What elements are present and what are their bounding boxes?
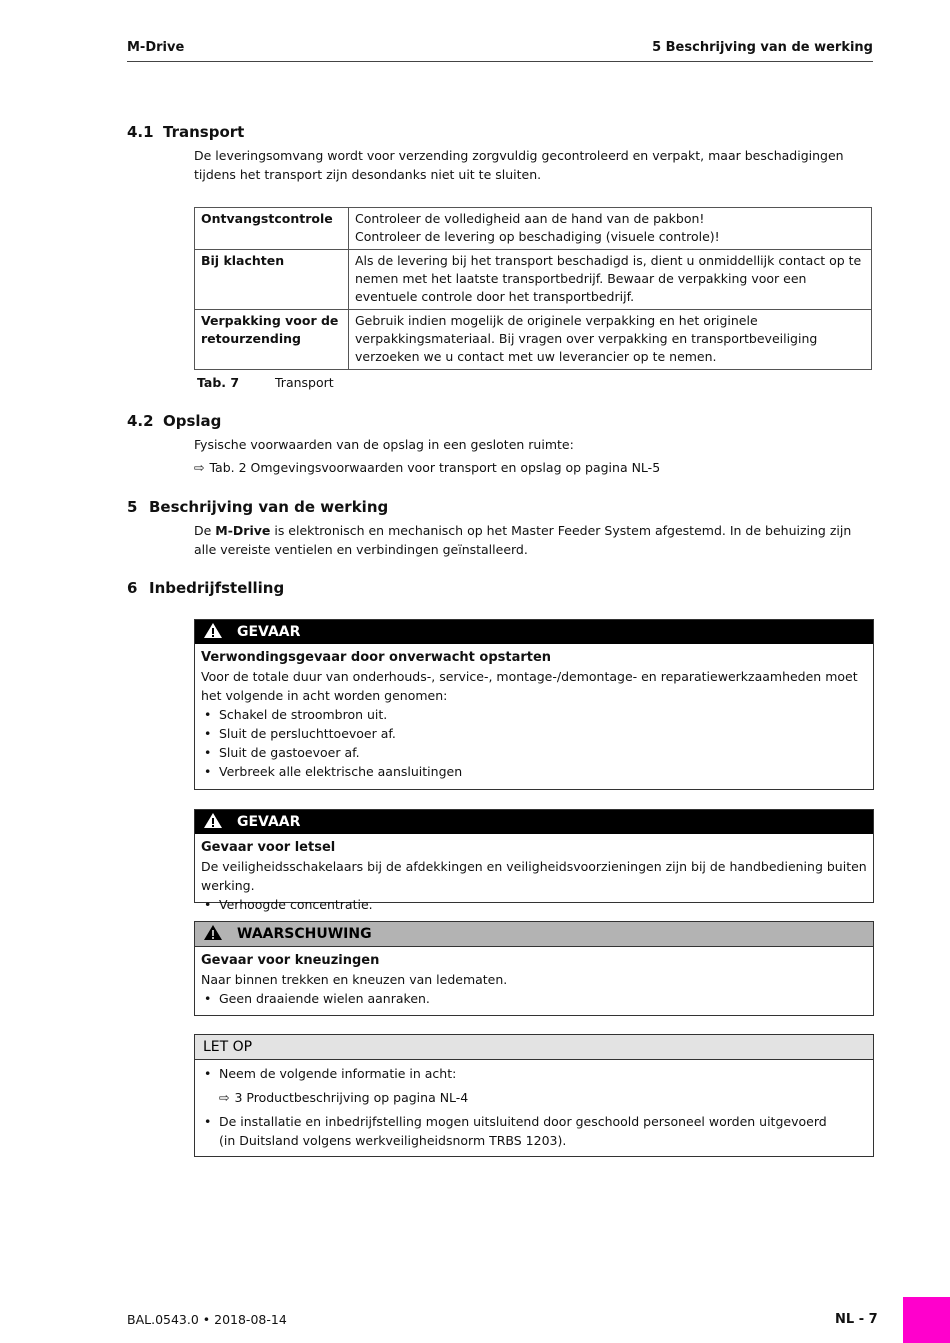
section-number: 4.2 bbox=[127, 412, 154, 430]
product-name: M-Drive bbox=[215, 523, 271, 538]
table-row bbox=[195, 250, 872, 310]
danger-list bbox=[201, 895, 867, 914]
danger-box-injury bbox=[194, 809, 874, 912]
table-value-line: Controleer de levering op beschadiging (visuele controle)! bbox=[355, 229, 720, 244]
notice-label: LET OP bbox=[203, 1039, 253, 1055]
footer-document-id: BAL.0543.0 • 2018-08-14 bbox=[127, 1312, 287, 1327]
warning-title: Gevaar voor kneuzingen bbox=[201, 953, 380, 968]
list-item: • Sluit de gastoevoer af. bbox=[201, 743, 867, 762]
table-row bbox=[195, 208, 872, 250]
table-row bbox=[195, 310, 872, 370]
section-5-heading bbox=[127, 498, 388, 516]
danger-body bbox=[195, 644, 873, 787]
danger-list bbox=[201, 705, 867, 781]
notice-item-text: • Neem de volgende informatie in acht: bbox=[219, 1066, 457, 1081]
list-item: • Verhoogde concentratie. bbox=[201, 895, 867, 914]
danger-label: GEVAAR bbox=[237, 624, 301, 640]
section-number: 4.1 bbox=[127, 123, 154, 141]
section-number: 5 bbox=[127, 498, 138, 516]
notice-reference[interactable] bbox=[219, 1088, 867, 1107]
table-value: Gebruik indien mogelijk de originele verpakking en het originele verpakkingsmateriaal. Bij vragen over verpakking en transportbeveiliging verzoeken we u contact met uw leverancier op te nemen. bbox=[349, 310, 872, 370]
warning-list bbox=[201, 989, 867, 1008]
chapter-tab-marker bbox=[903, 1297, 950, 1343]
section-5-text bbox=[194, 521, 874, 559]
notice-item-text: • De installatie en inbedrijfstelling mogen uitsluitend door geschoold personeel worden uitgevoerd bbox=[219, 1114, 827, 1129]
warning-text: Naar binnen trekken en kneuzen van ledematen. bbox=[201, 972, 508, 987]
section-4-2-reference[interactable] bbox=[194, 458, 660, 477]
notice-list bbox=[201, 1064, 867, 1150]
table-caption-label: Tab. 7 bbox=[197, 375, 240, 390]
table-key: Verpakking voor de retourzending bbox=[195, 310, 349, 370]
list-item: • Sluit de persluchttoevoer af. bbox=[201, 724, 867, 743]
notice-box bbox=[194, 1034, 874, 1157]
section-title: Opslag bbox=[163, 412, 222, 430]
danger-header bbox=[195, 620, 873, 644]
reference-link[interactable]: Tab. 2 Omgevingsvoorwaarden voor transport en opslag op pagina NL-5 bbox=[209, 460, 661, 475]
table-value-line: Controleer de volledigheid aan de hand van de pakbon! bbox=[355, 211, 705, 226]
list-item: • Verbreek alle elektrische aansluitingen bbox=[201, 762, 867, 781]
section-4-1-heading bbox=[127, 123, 244, 141]
danger-title: Gevaar voor letsel bbox=[201, 840, 336, 855]
arrow-right-icon: ⇨ bbox=[194, 460, 205, 475]
notice-item-text: (in Duitsland volgens werkveiligheidsnorm TRBS 1203). bbox=[219, 1133, 567, 1148]
table-value: Als de levering bij het transport beschadigd is, dient u onmiddellijk contact op te nemen met het laatste transportbedrijf. Bewaar de verpakking voor een eventuele controle door het transportbedrijf. bbox=[349, 250, 872, 310]
table-key: Ontvangstcontrole bbox=[195, 208, 349, 250]
transport-table bbox=[194, 207, 872, 370]
list-item bbox=[201, 1064, 867, 1107]
warning-triangle-icon bbox=[203, 622, 223, 643]
list-item: • Schakel de stroombron uit. bbox=[201, 705, 867, 724]
section-title: Inbedrijfstelling bbox=[149, 579, 285, 597]
table-caption bbox=[197, 375, 334, 390]
notice-header bbox=[195, 1035, 873, 1060]
danger-text: De veiligheidsschakelaars bij de afdekkingen en veiligheidsvoorzieningen zijn bij de handbediening buiten werking. bbox=[201, 859, 867, 893]
footer-page-number: NL - 7 bbox=[835, 1312, 878, 1327]
text-run: De bbox=[194, 523, 216, 538]
list-item bbox=[201, 1112, 867, 1150]
section-6-heading bbox=[127, 579, 284, 597]
danger-header bbox=[195, 810, 873, 834]
danger-text: Voor de totale duur van onderhouds-, service-, montage-/demontage- en reparatiewerkzaamheden moet het volgende in acht worden genomen: bbox=[201, 669, 858, 703]
warning-header bbox=[195, 922, 873, 947]
warning-label: WAARSCHUWING bbox=[237, 926, 372, 942]
danger-label: GEVAAR bbox=[237, 814, 301, 830]
warning-box-crushing bbox=[194, 921, 874, 1016]
danger-box-startup bbox=[194, 619, 874, 790]
section-4-2-heading bbox=[127, 412, 221, 430]
table-caption-text: Transport bbox=[275, 375, 334, 390]
arrow-right-icon: ⇨ bbox=[219, 1090, 230, 1105]
section-title: Transport bbox=[163, 123, 245, 141]
warning-triangle-icon bbox=[203, 812, 223, 833]
header-chapter-title: 5 Beschrijving van de werking bbox=[652, 40, 873, 55]
header-document-title: M-Drive bbox=[127, 40, 185, 55]
table-key: Bij klachten bbox=[195, 250, 349, 310]
danger-body bbox=[195, 834, 873, 920]
warning-triangle-icon bbox=[203, 924, 223, 945]
notice-body bbox=[195, 1060, 873, 1156]
section-4-2-intro: Fysische voorwaarden van de opslag in een gesloten ruimte: bbox=[194, 437, 574, 452]
section-4-1-intro: De leveringsomvang wordt voor verzending zorgvuldig gecontroleerd en verpakt, maar beschadigingen tijdens het transport zijn desondanks niet uit te sluiten. bbox=[194, 148, 844, 182]
table-value bbox=[349, 208, 872, 250]
reference-link[interactable]: 3 Productbeschrijving op pagina NL-4 bbox=[234, 1090, 469, 1105]
warning-body bbox=[195, 947, 873, 1014]
list-item: • Geen draaiende wielen aanraken. bbox=[201, 989, 867, 1008]
section-number: 6 bbox=[127, 579, 138, 597]
danger-title: Verwondingsgevaar door onverwacht opstarten bbox=[201, 650, 552, 665]
text-run: is elektronisch en mechanisch op het Master Feeder System afgestemd. In de behuizing zijn alle vereiste ventielen en verbindingen geïnstalleerd. bbox=[194, 523, 852, 557]
header-rule bbox=[127, 61, 873, 62]
section-title: Beschrijving van de werking bbox=[149, 498, 389, 516]
